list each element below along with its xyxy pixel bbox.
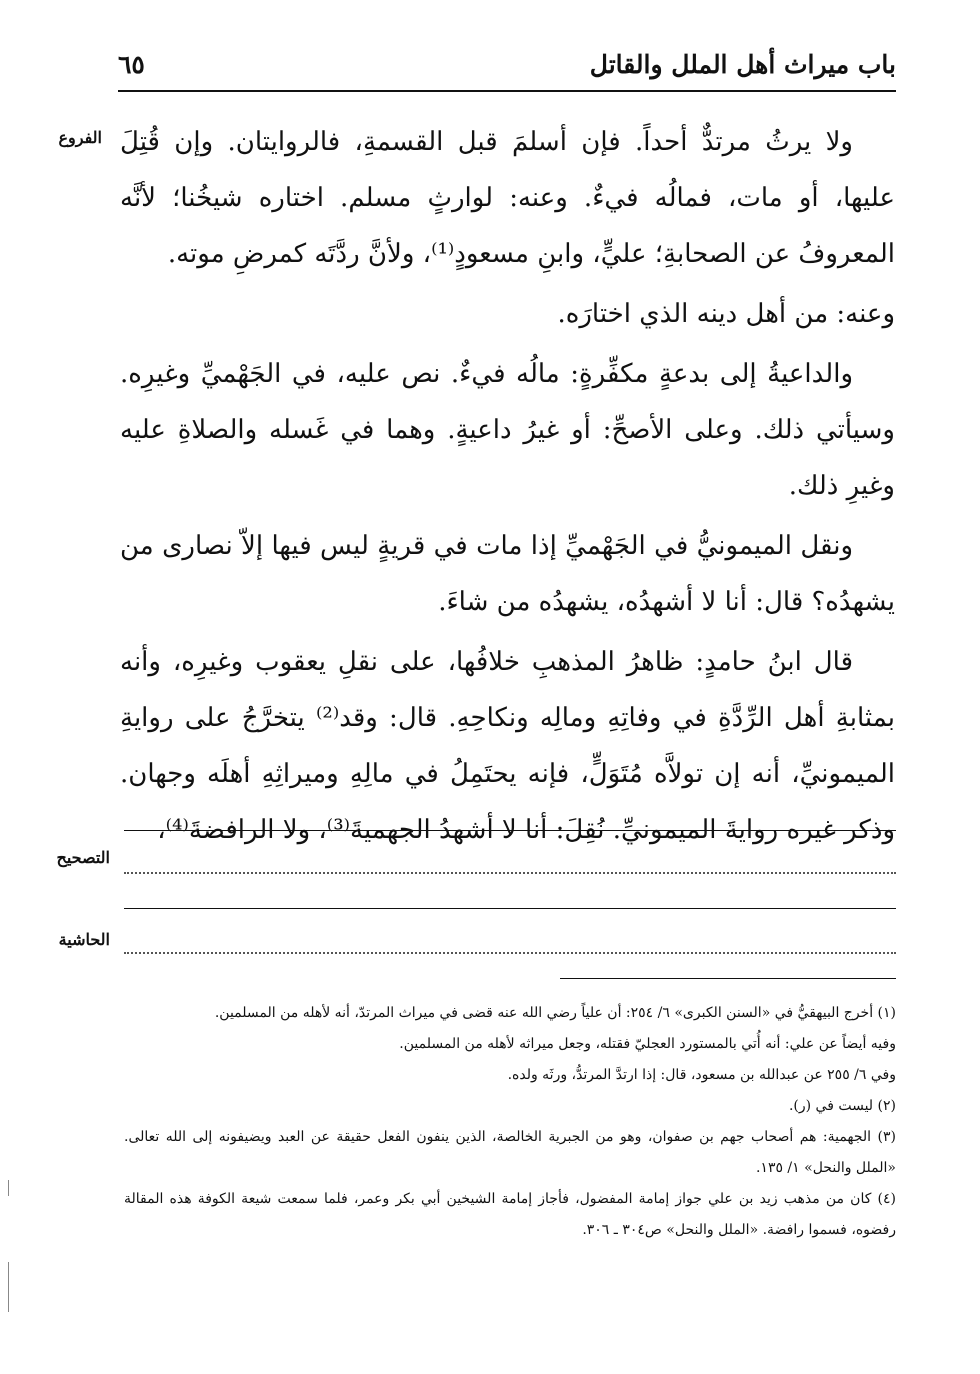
footnote: (١) أخرج البيهقيُّ في «السنن الكبرى» ٦/ ٢٥٤: أن علياً رضي الله عنه قضى في ميراث المرتدّ، أنه لأهله من المسلمين. [214, 1005, 896, 1021]
page-number: ٦٥ [118, 50, 145, 79]
page-header [118, 46, 896, 92]
margin-label-hashiya: الحاشية [58, 930, 110, 949]
scan-mark [8, 1262, 9, 1312]
paragraph: قال ابنُ حامدٍ: ظاهرُ المذهبِ خلافُها، على نقلِ يعقوب وغيرِه، وأنه بمثابةِ أهل الرِّدَّةِ في وفاتِهِ ومالِه ونكاحِهِ. قال: وقد⁽²⁾ يتخرَّجُ على روايةِ الميمونيِّ، أنه إن تولاَّه مُتَوَلٍّ، فإنه يحتَمِلُ في مالِهِ وميراثِهِ أهلَه وجهان. وذكر غيره روايةَ الميمونيِّ. نُقِلَ: أنا لا أشهدُ الجهميةَ⁽³⁾، ولا الرافضةَ⁽⁴⁾، [120, 647, 895, 845]
footnote: (٣) الجهمية: هم أصحاب جهم بن صفوان، وهو من الجبرية الخالصة، الذين ينفون الفعل حقيقة عن العبد ويضيفونه إلى الله تعالى. «الملل والنحل» ١/ ١٣٥. [124, 1129, 896, 1176]
footnote: وفيه أيضاً عن علي: أنه أُتي بالمستورد العجليّ فقتله، وجعل ميراثه لأهله من المسلمين. [399, 1036, 896, 1052]
paragraph: ولا يرثُ مرتدٌّ أحداً. فإن أسلمَ قبل القسمةِ، فالروايتان. وإن قُتِلَ عليها، أو مات، فمالُه فيءٌ. وعنه: لوارثٍ مسلم. اختاره شيخُنا؛ لأنَّه المعروفُ عن الصحابةِ؛ عليٍّ، وابنِ مسعودٍ⁽¹⁾، ولأنَّ ردَّتَه كمرضِ موته. [120, 127, 895, 269]
paragraph: وعنه: من أهل دينه الذي اختارَه. [557, 299, 895, 329]
scan-mark [8, 1180, 9, 1196]
margin-label-correction: التصحيح [56, 848, 110, 867]
main-text [120, 114, 895, 858]
correction-top-rule [124, 830, 896, 831]
footnote: وفي ٦/ ٢٥٥ عن عبدالله بن مسعود، قال: إذا ارتدَّ المرتدُّ، ورثَه ولده. [507, 1067, 896, 1083]
footnote: (٢) ليست في (ر). [788, 1098, 896, 1114]
hashiya-dotted-line [124, 952, 896, 954]
footnotes [124, 998, 896, 1246]
hashiya-top-rule [124, 908, 896, 909]
correction-dotted-line [124, 872, 896, 874]
footnote-divider [560, 978, 896, 979]
paragraph: ونقل الميمونيُّ في الجَهْميِّ إذا مات في قريةٍ ليس فيها إلاّ نصارى من يشهدُه؟ قال: أنا لا أشهدُه، يشهدُه من شاءَ. [120, 531, 895, 617]
paragraph: والداعيةُ إلى بدعةٍ مكفِّرةٍ: مالُه فيءٌ. نص عليه، في الجَهْميِّ وغيرِه. وسيأتي ذلك. وعلى الأصحِّ: أو غيرُ داعيةٍ. وهما في غَسله والصلاةِ عليه وغيرِ ذلك. [120, 359, 895, 501]
running-title: باب ميراث أهل الملل والقاتل [589, 50, 896, 79]
margin-label-furu: الفروع [58, 128, 102, 147]
footnote: (٤) كان من مذهب زيد بن علي جواز إمامة المفضول، فأجاز إمامة الشيخين أبي بكر وعمر، فلما سمعت شيعة الكوفة هذه المقالة رفضوه، فسموا رافضة. «الملل والنحل» ص٣٠٤ ـ ٣٠٦. [124, 1191, 896, 1238]
